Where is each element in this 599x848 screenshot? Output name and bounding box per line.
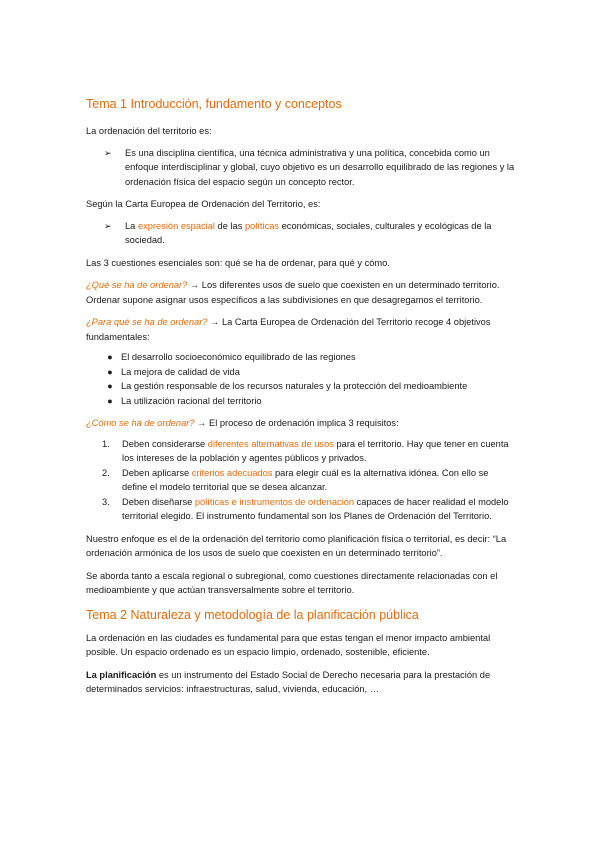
highlight-politicas: políticas <box>244 220 280 231</box>
requirement-post: para elegir cuál es la alternativa idónea. Con ello se define el modelo territorial que se desea alcanzar. <box>122 467 489 492</box>
list-item <box>86 437 516 466</box>
requirement-text <box>122 466 516 495</box>
enfoque-paragraph: Nuestro enfoque es el de la ordenación del territorio como planificación física o territorial, es decir: “La ordenación armónica de los usos de suelo que coexisten en un determinado territorio”. <box>86 533 507 558</box>
question-1: ¿Qué se ha de ordenar? <box>86 280 188 290</box>
objective-text: La gestión responsable de los recursos naturales y la protección del medioambiente <box>121 381 468 391</box>
definition-text-2 <box>125 219 516 248</box>
requirement-post: capaces de hacer realidad el modelo territorial elegido. El instrumento fundamental son los Planes de Ordenación del Territorio. <box>122 496 509 521</box>
document-content <box>86 96 516 697</box>
planificacion-definition: es un instrumento del Estado Social de Derecho necesaria para la prestación de determinados servicios: infraestructuras, salud, vivienda, educación, … <box>86 669 491 694</box>
bullet-icon: ● <box>107 352 113 362</box>
arrow-icon: → <box>187 280 202 290</box>
requirement-highlight: políticas e instrumentos de ordenación <box>194 496 355 507</box>
planificacion-term: La planificación <box>86 669 157 680</box>
requirement-text <box>122 495 516 524</box>
objective-text: La mejora de calidad de vida <box>121 366 240 377</box>
def2-pre: La <box>125 220 138 231</box>
bullet-icon: ● <box>107 366 113 377</box>
objective-text: La utilización racional del territorio <box>121 395 262 406</box>
requirement-pre: Deben considerarse <box>122 438 208 449</box>
question-2-answer: La Carta Europea de Ordenación del Territorio recoge 4 objetivos fundamentales: <box>86 317 491 342</box>
questions-intro: Las 3 cuestiones esenciales son: qué se ha de ordenar, para qué y cómo. <box>86 257 390 268</box>
question-1-answer: Los diferentes usos de suelo que coexisten en un determinado territorio. Ordenar supone asignar usos específicos a las subdivisiones en que desagregamos el territorio. <box>86 280 500 305</box>
tema1-heading: Tema 1 Introducción, fundamento y conceptos <box>86 97 342 111</box>
carta-intro: Según la Carta Europea de Ordenación del Territorio, es: <box>86 199 321 209</box>
arrow-bullet-icon: ➢ <box>104 220 112 231</box>
question-3-answer: El proceso de ordenación implica 3 requisitos: <box>209 418 399 428</box>
list-number: 1. <box>102 438 110 449</box>
definition-item-1 <box>86 146 516 190</box>
requirement-highlight: criterios adecuados <box>191 467 273 478</box>
question-3-paragraph <box>86 416 516 431</box>
requirement-pre: Deben aplicarse <box>122 467 192 478</box>
objective-text: El desarrollo socioeconómico equilibrado de las regiones <box>121 352 356 362</box>
tema2-paragraph-1: La ordenación en las ciudades es fundamental para que estas tengan el menor impacto ambiental posible. Un espacio ordenado es un espacio limpio, ordenado, sostenible, eficiente. <box>86 632 491 657</box>
objectives-list <box>86 350 516 408</box>
list-item <box>86 365 516 380</box>
escala-paragraph: Se aborda tanto a escala regional o subregional, como cuestiones directamente relacionadas con el medioambiente y que actúan transversalmente sobre el territorio. <box>86 570 498 595</box>
definition-item-2 <box>86 219 516 248</box>
ordenacion-intro: La ordenación del territorio es: <box>86 126 212 136</box>
requirement-pre: Deben diseñarse <box>122 496 195 507</box>
question-1-paragraph <box>86 278 516 307</box>
list-number: 2. <box>102 467 110 478</box>
question-2-paragraph <box>86 315 516 344</box>
question-2: ¿Para qué se ha de ordenar? <box>86 317 208 327</box>
def2-post: económicas, sociales, culturales y ecológicas de la sociedad. <box>125 220 492 245</box>
tema2-paragraph-2 <box>86 668 516 697</box>
list-item <box>86 379 516 394</box>
list-item <box>86 394 516 409</box>
arrow-icon: → <box>194 418 209 428</box>
arrow-icon: → <box>207 317 222 327</box>
requirement-text <box>122 437 516 466</box>
tema2-heading: Tema 2 Naturaleza y metodología de la planificación pública <box>86 607 419 622</box>
requirements-list <box>86 437 516 524</box>
list-item <box>86 466 516 495</box>
bullet-icon: ● <box>107 381 113 391</box>
definition-text-1: Es una disciplina científica, una técnica administrativa y una política, concebida como un enfoque interdisciplinar y global, cuyo objetivo es un desarrollo equilibrado de las regiones y la ordenación física del espacio según un concepto rector. <box>125 147 515 187</box>
arrow-bullet-icon: ➢ <box>104 147 112 158</box>
bullet-icon: ● <box>107 395 113 406</box>
list-number: 3. <box>102 496 110 507</box>
question-3: ¿Cómo se ha de ordenar? <box>86 418 195 428</box>
requirement-highlight: diferentes alternativas de usos <box>207 438 334 449</box>
def2-mid: de las <box>214 220 245 231</box>
list-item <box>86 350 516 365</box>
requirement-post: para el territorio. Hay que tener en cuenta los intereses de la población y agentes públicos y privados. <box>122 438 509 463</box>
highlight-expresion-espacial: expresión espacial <box>137 220 215 231</box>
list-item <box>86 495 516 524</box>
